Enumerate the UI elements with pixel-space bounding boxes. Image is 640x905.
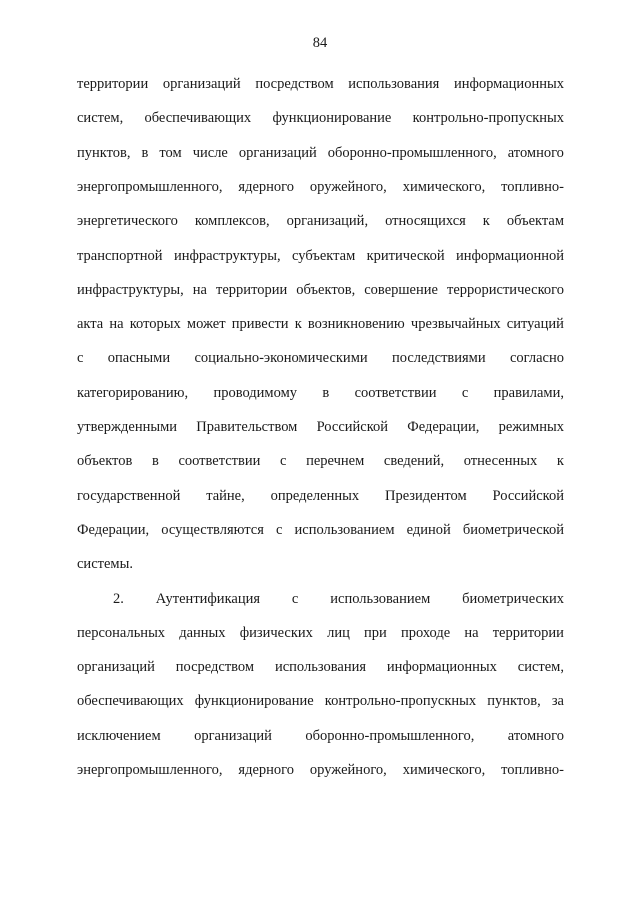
text-line: энергопромышленного, ядерного оружейного, химического, топливно- <box>77 762 564 778</box>
text-line: Федерации, осуществляются с использованием единой биометрической <box>77 521 564 538</box>
page-number: 84 <box>312 35 328 51</box>
text-line: персональных данных физических лиц при проходе на территории <box>77 624 564 641</box>
text-line: энергопромышленного, ядерного оружейного, химического, топливно- <box>77 178 564 195</box>
text-line: системы. <box>77 556 133 573</box>
text-line: категорированию, проводимому в соответствии с правилами, <box>77 384 564 401</box>
text-line: территории организаций посредством использования информационных <box>77 76 564 92</box>
text-line: энергетического комплексов, организаций, относящихся к объектам <box>77 213 564 230</box>
text-line: транспортной инфраструктуры, субъектам критической информационной <box>77 247 564 264</box>
text-line: организаций посредством использования информационных систем, <box>77 659 564 676</box>
text-line: 2. Аутентификация с использованием биометрических <box>113 590 564 607</box>
text-line: акта на которых может привести к возникновению чрезвычайных ситуаций <box>77 316 564 333</box>
text-line: с опасными социально-экономическими последствиями согласно <box>77 350 564 367</box>
text-line: инфраструктуры, на территории объектов, совершение террористического <box>77 281 564 298</box>
text-line: систем, обеспечивающих функционирование контрольно-пропускных <box>77 110 564 127</box>
text-line: исключением организаций оборонно-промышленного, атомного <box>77 727 564 744</box>
text-line: обеспечивающих функционирование контрольно-пропускных пунктов, за <box>77 693 564 710</box>
text-line: пунктов, в том числе организаций оборонно-промышленного, атомного <box>77 144 564 161</box>
text-line: утвержденными Правительством Российской Федерации, режимных <box>77 419 564 435</box>
text-line: объектов в соответствии с перечнем сведений, отнесенных к <box>77 453 564 470</box>
text-line: государственной тайне, определенных Президентом Российской <box>77 487 564 504</box>
